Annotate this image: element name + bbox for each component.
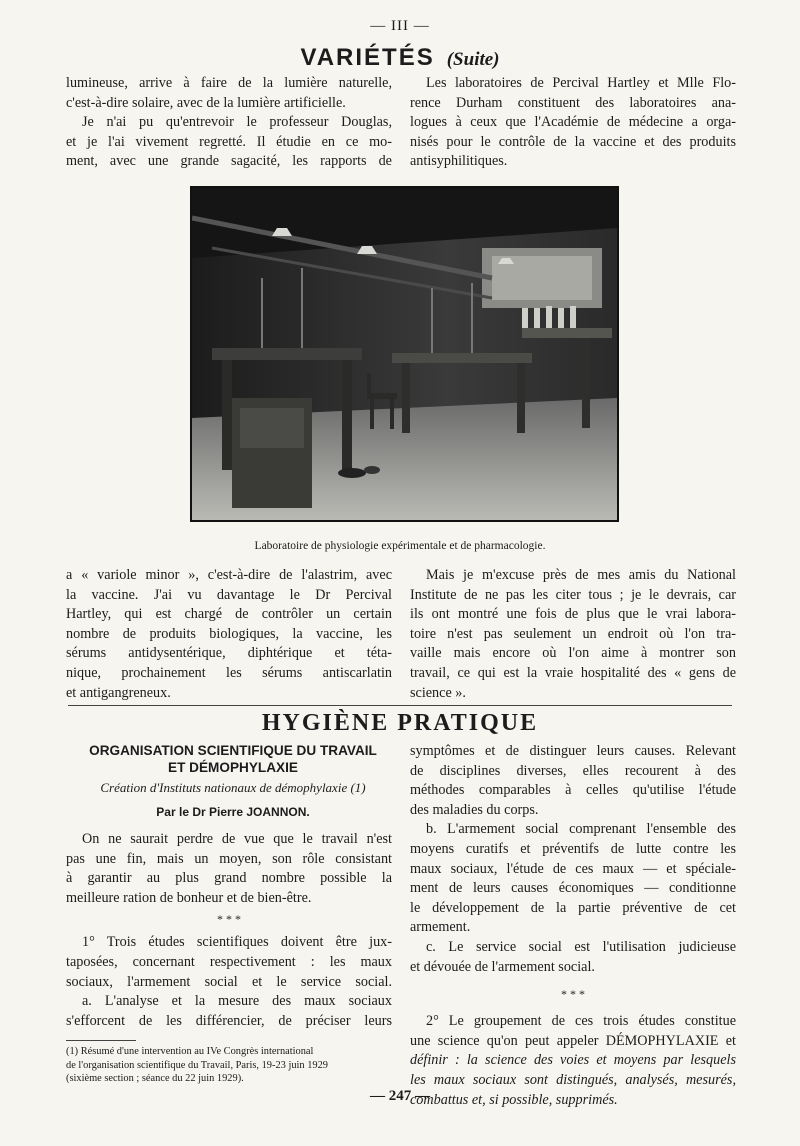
article-subtitle: Création d'Instituts nationaux de démophylaxie (1) [100, 780, 366, 795]
text-line: et je l'ai vivement regretté. Il étudie en ce mo- [66, 133, 392, 150]
top-left-column [66, 74, 392, 172]
text-line: combattus et, si possible, supprimés. [410, 1091, 618, 1108]
text-line: 1° Trois études scientifiques doivent être jux- [82, 934, 392, 951]
text-line: c. Le service social est l'utilisation judicieuse [426, 938, 736, 955]
section-title-main: VARIÉTÉS [300, 44, 435, 71]
text-line: Hartley, qui est chargé de contrôler un certain [66, 606, 392, 623]
text-line: Institute de ne pas les citer tous ; je le devrais, car [410, 586, 736, 603]
stars-separator: * * * [217, 912, 241, 927]
laboratory-photo-image [192, 188, 617, 520]
text-line: méthodes comparables à celles qu'utilise l'étude [410, 782, 736, 799]
text-line: On ne saurait perdre de vue que le travail n'est [82, 831, 392, 847]
text-line: de disciplines diverses, elles recourent à des [410, 762, 736, 779]
article-title-line1: ORGANISATION SCIENTIFIQUE DU TRAVAIL [89, 743, 377, 758]
text-line: nique, prochainement les sérums antiscarlatin [66, 664, 392, 681]
text-line: une science qu'on peut appeler DÉMOPHYLAXIE et [410, 1032, 736, 1049]
text-line: sérums antidysentérique, diphtérique et téta- [66, 645, 392, 662]
article-title-line2: ET DÉMOPHYLAXIE [168, 760, 298, 775]
text-line: pas une fin, mais un moyen, son rôle consistant [66, 850, 392, 867]
text-line: à garantir au plus grand nombre possible la [66, 870, 392, 887]
text-line: le développement de la partie préventive de cet [410, 899, 736, 916]
section-title-suite: (Suite) [446, 49, 500, 70]
text-line: meilleure ration de bonheur et de bien-être. [66, 889, 312, 906]
article-left-column [66, 830, 392, 1031]
text-line: rence Durham constituent des laboratoires ana- [410, 94, 736, 111]
text-line: travail, ce qui est la vraie hospitalité des « gens de [410, 664, 736, 681]
article-title [66, 742, 400, 776]
text-line: armement. [410, 919, 471, 936]
middle-left-column [66, 566, 392, 703]
text-line: vaille mais encore où l'on aime à montrer son [410, 645, 736, 662]
page-number: — 247 — [370, 1088, 430, 1104]
text-line: symptômes et de distinguer leurs causes. Relevant [410, 743, 736, 759]
text-line: Les laboratoires de Percival Hartley et Mlle Flo- [426, 75, 736, 91]
text-line: logues à ceux que l'Académie de médecine a orga- [410, 114, 736, 131]
text-line: la vaccine. J'ai vu davantage le Dr Percival [66, 586, 392, 603]
text-line: ment de leurs causes économiques — conditionne [410, 880, 736, 897]
text-line: b. L'armement social comprenant l'ensemble des [426, 821, 736, 838]
text-line: les maux sociaux sont distingués, analysés, mesurés, [410, 1071, 736, 1088]
stars-separator: * * * [561, 987, 585, 1002]
text-line: antisyphilitiques. [410, 153, 508, 170]
article-right-column [410, 742, 736, 1110]
text-line: ils ont montré une fois de plus que le vrai labora- [410, 606, 736, 623]
text-line: des maladies du corps. [410, 801, 539, 818]
text-line: Je n'ai pu qu'entrevoir le professeur Douglas, [82, 114, 392, 131]
page-roman-numeral: — III — [370, 18, 430, 34]
text-line: a « variole minor », c'est-à-dire de l'alastrim, avec [66, 567, 392, 583]
footnote-line: (1) Résumé d'une intervention au IVe Congrès international [66, 1046, 314, 1057]
text-line: ment, avec une grande sagacité, les rapports de [66, 153, 392, 170]
middle-right-column [410, 566, 736, 703]
text-line: a. L'analyse et la mesure des maux sociaux [82, 993, 392, 1010]
footnote-line: de l'organisation scientifique du Travail, Paris, 19-23 juin 1929 [66, 1059, 328, 1071]
text-line: maux sociaux, l'étude de ces maux — et spéciale- [410, 860, 736, 877]
article-author: Par le Dr Pierre JOANNON. [156, 805, 310, 819]
text-line: c'est-à-dire solaire, avec de la lumière artificielle. [66, 94, 346, 111]
top-right-column [410, 74, 736, 172]
photo-caption: Laboratoire de physiologie expérimentale et de pharmacologie. [254, 540, 546, 552]
text-line: taposées, concernant respectivement : les maux [66, 953, 392, 970]
text-line: lumineuse, arrive à faire de la lumière naturelle, [66, 75, 392, 91]
footnote-rule [66, 1040, 136, 1041]
text-line: et antigangreneux. [66, 684, 171, 701]
text-line: sociaux, l'armement social et le service social. [66, 973, 392, 990]
text-line: et dévouée de l'armement social. [410, 958, 595, 975]
text-line: moyens curatifs et préventifs de lutte contre les [410, 840, 736, 857]
section-divider [68, 705, 732, 706]
text-line: toire n'est pas seulement un endroit où l'on tra- [410, 625, 736, 642]
text-line: nombre de produits biologiques, la vaccine, les [66, 625, 392, 642]
text-line: science ». [410, 684, 466, 701]
laboratory-photograph [190, 186, 619, 522]
text-line: 2° Le groupement de ces trois études constitue [426, 1013, 736, 1030]
section-title [0, 44, 800, 72]
text-line: nisés pour le contrôle de la vaccine et des produits [410, 133, 736, 150]
hygiene-section-title: HYGIÈNE PRATIQUE [261, 710, 539, 736]
footnote [66, 1040, 400, 1086]
text-line: Mais je m'excuse près de mes amis du National [426, 567, 736, 583]
text-line: s'efforcent de les différencier, de préciser leurs [66, 1012, 392, 1029]
footnote-line: (sixième section ; séance du 22 juin 1929). [66, 1073, 244, 1084]
text-line: définir : la science des voies et moyens par lesquels [410, 1052, 736, 1069]
